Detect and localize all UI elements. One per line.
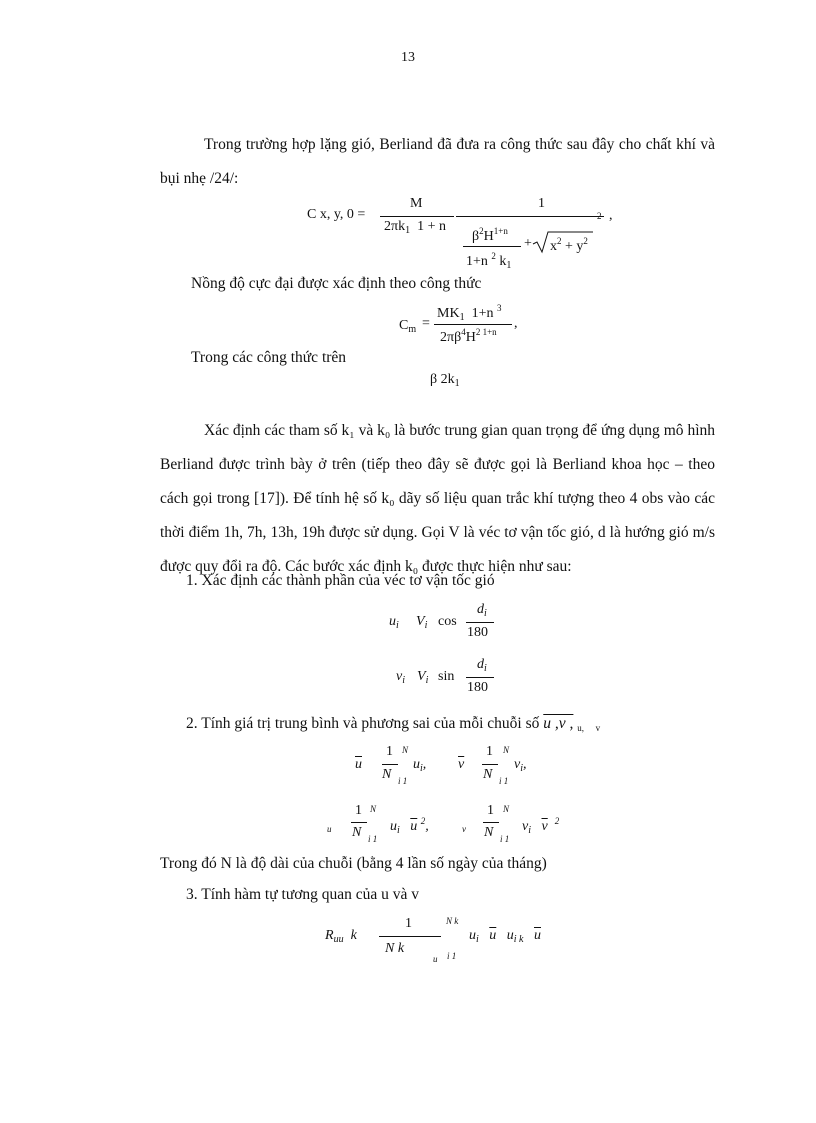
beta-definition: β $2k_1$ [430, 372, 460, 389]
var-u-term: $u_i$ $\overline{u}$ $^2$, [390, 816, 429, 836]
var-u-one: 1 [355, 803, 362, 818]
formula1-num1: M [410, 196, 423, 211]
mean-v-top: N [503, 745, 510, 755]
var-v-bot: i 1 [500, 834, 510, 844]
var-v-one: 1 [487, 803, 494, 818]
v-eq-rhs: $V_i$ [417, 669, 429, 686]
mean-u-top: N [402, 745, 409, 755]
corr-den: N k [385, 941, 405, 956]
v-eq-lhs: $v_i$ [396, 669, 405, 686]
var-u-N: N [352, 825, 362, 840]
formula1-radicand: $x^2 + y^2$ [550, 236, 588, 254]
var-v-bar [483, 822, 499, 823]
v-eq-bar [466, 677, 494, 678]
formula1-comma: , [609, 208, 613, 223]
cm-fraction-bar [434, 324, 512, 325]
mean-u-bot: i 1 [398, 776, 408, 786]
mean-v-N: N [483, 767, 493, 782]
var-u-lhs: u [327, 824, 332, 834]
max-conc-text: Nồng độ cực đại được xác định theo công thức [191, 275, 482, 292]
formula1-inner-num: $\beta^2H^{1+n}$ [472, 226, 508, 244]
v-eq-den: 180 [467, 680, 488, 695]
cm-lhs: $C_m$ [399, 318, 417, 335]
mean-v-one: 1 [486, 744, 493, 759]
step-2: 2. Tính giá trị trung bình và phương sai của mỗi chuỗi số u ,v , u, v [186, 715, 601, 733]
formula1-den1: $2\pi k_1$ 1 + n [384, 219, 446, 236]
in-formulas-text: Trong các công thức trên [191, 349, 347, 366]
mean-v-term: $v_i$, [514, 757, 527, 774]
u-eq-lhs: $u_i$ [389, 614, 399, 631]
corr-bar [379, 936, 441, 937]
method-paragraph: Xác định các tham số k₁ và k₀ là bước trung gian quan trọng để ứng dụng mô hình Berliand được trình bày ở trên (tiếp theo đây sẽ được gọi là Berliand khoa học – theo cách gọi trong [17]). Để tính hệ số k₀ dãy số liệu quan trắc khí tượng theo 4 obs vào các thời điểm 1h, 7h, 13h, 19h được sử dụng. Gọi V là véc tơ vận tốc gió, d là hướng gió m/s được quy đổi ra độ. Các bước xác định k₀ được thực hiện như sau: [160, 422, 715, 575]
var-v-N: N [484, 825, 494, 840]
formula1-plus: + [524, 236, 532, 251]
v-eq-sin: sin [438, 669, 455, 684]
where-N-text: Trong đó N là độ dài của chuỗi (bằng 4 lần số ngày của tháng) [160, 855, 547, 872]
formula1-lhs: C x, y, 0 = [307, 207, 366, 222]
corr-one: 1 [405, 916, 412, 931]
var-u-bar [351, 822, 367, 823]
u-eq-bar [466, 622, 494, 623]
formula1-inner-den: 1+n $^2$ $k_1$ [466, 251, 512, 271]
corr-bot: i 1 [447, 951, 457, 961]
formula1-fraction-bar-2 [456, 216, 604, 217]
step-3: 3. Tính hàm tự tương quan của u và v [186, 886, 420, 903]
var-u-bot: i 1 [368, 834, 378, 844]
mean-u-bar [382, 764, 398, 765]
corr-top: N k [446, 916, 459, 926]
mean-u-lhs: $\overline{u}$ [355, 757, 362, 772]
mean-u-one: 1 [386, 744, 393, 759]
mean-u-term: $u_i$, [413, 757, 427, 774]
cm-comma: , [514, 316, 518, 331]
cm-numerator: $MK_1$ 1+n $^3$ [437, 303, 502, 323]
cm-eq: = [422, 316, 430, 331]
var-v-term: $v_i$ $\overline{v}$ $^2$ [522, 816, 560, 836]
var-v-top: N [503, 804, 510, 814]
page-number: 13 [401, 50, 415, 65]
u-eq-den: 180 [467, 625, 488, 640]
mean-v-bot: i 1 [499, 776, 509, 786]
formula1-fraction-bar-1 [380, 216, 454, 217]
formula1-num2: 1 [538, 196, 545, 211]
intro-paragraph: Trong trường hợp lặng gió, Berliand đã đưa ra công thức sau đây cho chất khí và bụi nhẹ /24/: [160, 136, 715, 187]
mean-u-N: N [382, 767, 392, 782]
mean-v-lhs: $\overline{v}$ [458, 757, 465, 772]
u-eq-rhs: $V_i$ [416, 614, 428, 631]
v-eq-num: $d_i$ [477, 657, 487, 674]
u-eq-num: $d_i$ [477, 602, 487, 619]
u-eq-cos: cos [438, 614, 457, 629]
corr-terms: $u_i$ $\overline{u}$ $u_{i k}$ $\overline{u}$ [469, 928, 541, 945]
corr-den-sub: u [433, 954, 438, 964]
step-1: 1. Xác định các thành phần của véc tơ vận tốc gió [186, 572, 495, 589]
var-u-top: N [370, 804, 377, 814]
mean-v-bar [482, 764, 498, 765]
var-v-lhs: v [462, 824, 466, 834]
formula1-inner-bar [463, 246, 521, 247]
cm-denominator: $2\pi\beta^4H^{2 1+n}$ [440, 327, 497, 345]
formula1-square: 2 [597, 211, 602, 221]
corr-lhs: $R_{uu}$ k [325, 928, 357, 945]
